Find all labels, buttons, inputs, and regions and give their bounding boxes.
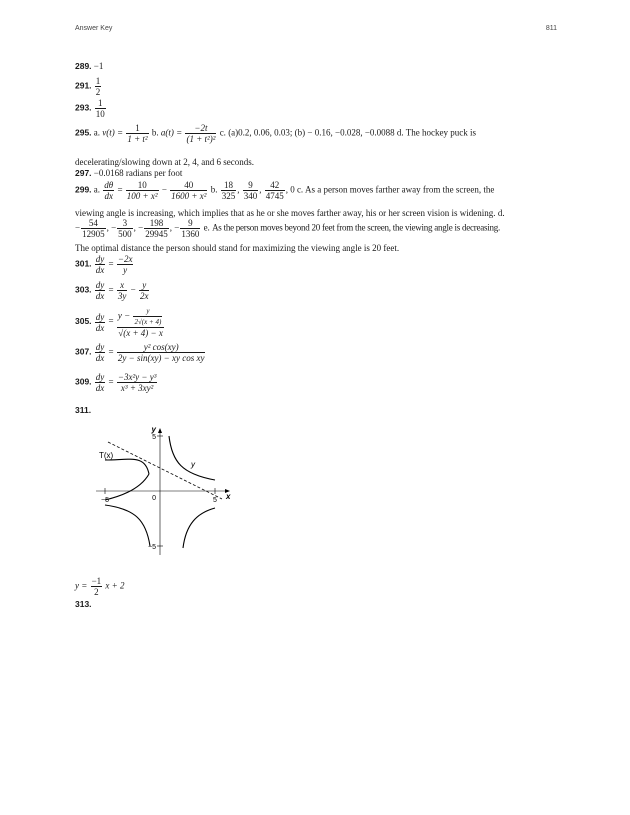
part-label: c. xyxy=(296,184,304,195)
fraction: $\frac{9}{1360}$ xyxy=(181,218,200,239)
velocity-fraction: $\frac{1}{\text{1 + t²}}$ xyxy=(127,123,148,144)
part-label: a. xyxy=(93,127,101,138)
y-axis-arrow xyxy=(158,428,162,433)
derivative-lhs: $\frac{dy}{dx}$ xyxy=(95,372,105,393)
part-label: d. xyxy=(497,208,505,218)
derivative-lhs: $\frac{dy}{dx}$ xyxy=(95,342,105,363)
derivative-lhs: $\frac{d\theta}{dx}$ xyxy=(104,180,114,201)
answer-299: 299. a. $\frac{d\theta}{dx}$ = $\frac{10}{\text{100 + x²}}$ − $\frac{40}{\text{1600 + x²}}$ b. $\frac{18}{325}$ , $\frac{9}{340}$ , $\frac{42}{4745}$ , 0 c. As a person moves farther away from the screen, the xyxy=(75,180,495,201)
answer-number: 305. xyxy=(75,316,92,327)
tick-label: −5 xyxy=(101,497,109,504)
answer-number: 291. xyxy=(75,80,92,91)
fraction: $\frac{x}{3y}$ xyxy=(117,280,127,301)
running-header-title: Answer Key xyxy=(75,25,113,32)
curve-branch-q3 xyxy=(105,505,150,546)
tangent-lhs: y = xyxy=(75,580,88,591)
answer-number: 303. xyxy=(75,284,92,295)
answer-289 xyxy=(75,60,103,72)
page-number: 811 xyxy=(545,25,557,32)
equals-sign: = xyxy=(117,184,123,195)
minus-sign: − xyxy=(161,184,167,195)
answer-number: 313. xyxy=(75,599,92,609)
compound-fraction: y − $\frac{y}{2√(x + 4)}$ √(x + 4) − x xyxy=(117,307,163,338)
answer-291 xyxy=(75,76,102,97)
fraction: $\frac{18}{325}$ xyxy=(221,180,236,201)
derivative-lhs: $\frac{dy}{dx}$ xyxy=(95,311,105,333)
tangent-rhs: x + 2 xyxy=(105,580,125,591)
answer-number: 307. xyxy=(75,346,92,357)
fraction: $\frac{198}{29945}$ xyxy=(145,218,168,239)
answer-311 xyxy=(75,404,91,416)
answer-number: 309. xyxy=(75,376,92,387)
answer-293 xyxy=(75,98,107,119)
tangent-line xyxy=(108,442,222,499)
part-label: e. xyxy=(203,222,210,233)
answer-number: 293. xyxy=(75,102,92,113)
tick-label: −5 xyxy=(148,544,156,551)
fraction: $\frac{3}{500}$ xyxy=(118,218,132,239)
answer-number: 295. xyxy=(75,127,92,138)
part-c-text: As a person moves farther away from the screen, the xyxy=(304,184,495,195)
acceleration-lhs: a(t) = xyxy=(160,127,183,138)
answer-value: −1 xyxy=(93,61,104,71)
fraction: $\frac{42}{4745}$ xyxy=(265,180,284,201)
fraction: $\frac{-1}{2}$ xyxy=(91,576,102,597)
graph-311 xyxy=(90,420,240,555)
answer-301: 301. $\frac{dy}{dx}$ = $\frac{-2x}{y}$ xyxy=(75,254,133,275)
fraction: $\frac{-2x}{y}$ xyxy=(117,254,133,275)
answer-303: 303. $\frac{dy}{dx}$ = $\frac{x}{3y}$ − $\frac{y}{2x}$ xyxy=(75,280,149,301)
part-label: b. xyxy=(210,184,218,195)
acceleration-fraction: $\frac{-2t}{\text{(1 + t²)²}}$ xyxy=(186,123,216,144)
part-label: d. xyxy=(396,127,404,138)
curve-branch-q1 xyxy=(169,436,215,480)
curve-label: y xyxy=(191,460,195,469)
velocity-lhs: v(t) = xyxy=(102,127,124,138)
answer-unit: radians per foot xyxy=(125,168,183,178)
answer-313 xyxy=(75,598,92,610)
answer-309: 309. $\frac{dy}{dx}$ = $\frac{\text{−3x²y − y³}}{\text{x³ + 3xy²}}$ xyxy=(75,372,157,393)
fraction: $\frac{y}{2x}$ xyxy=(139,280,149,301)
origin-label: 0 xyxy=(152,495,156,502)
answer-297 xyxy=(75,167,182,179)
fraction: $\frac{\text{y² cos(xy)}}{\text{2y − sin(xy) − xy cos xy}}$ xyxy=(117,342,205,363)
answer-299-line4: The optimal distance the person should stand for maximizing the viewing angle is 20 feet. xyxy=(75,243,400,253)
part-c-values: (a)0.2, 0.06, 0.03; (b) − 0.16, −0.028, −0.0088 xyxy=(228,127,395,138)
value: 0 xyxy=(290,184,295,195)
y-axis-label: y xyxy=(151,425,156,434)
part-d-text: The hockey puck is xyxy=(405,127,476,138)
answer-number: 289. xyxy=(75,61,92,71)
fraction: $\frac{1}{2}$ xyxy=(95,76,101,97)
answer-number: 311. xyxy=(75,405,92,415)
fraction: $\frac{54}{12905}$ xyxy=(82,218,105,239)
derivative-lhs: $\frac{dy}{dx}$ xyxy=(95,280,105,301)
answer-value: −0.0168 xyxy=(93,168,124,178)
answer-307: 307. $\frac{dy}{dx}$ = $\frac{\text{y² cos(xy)}}{\text{2y − sin(xy) − xy cos xy}}$ xyxy=(75,342,205,363)
part-label: a. xyxy=(93,184,101,195)
fraction: $\frac{10}{\text{100 + x²}}$ xyxy=(126,180,158,201)
part-label: b. xyxy=(151,127,159,138)
answer-number: 297. xyxy=(75,168,92,178)
tick-label: 5 xyxy=(213,497,217,504)
answer-number: 299. xyxy=(75,184,92,195)
fraction: $\frac{40}{\text{1600 + x²}}$ xyxy=(171,180,207,201)
answer-299-line3: − $\frac{54}{12905}$ , − $\frac{3}{500}$ , − $\frac{198}{29945}$ , − $\frac{9}{1360}$ e. As the person moves beyond 20 feet from the screen, the viewing angle is decreasing. xyxy=(75,218,500,239)
tick-label: 5 xyxy=(152,434,156,441)
part-e-text: As the person moves beyond 20 feet from the screen, the viewing angle is decreasing. xyxy=(212,222,500,233)
part-label: c. xyxy=(219,127,226,138)
answer-295-line2: decelerating/slowing down at 2, 4, and 6 seconds. xyxy=(75,157,254,167)
fraction: $\frac{1}{10}$ xyxy=(95,98,105,119)
part-c-text-cont: viewing angle is increasing, which implies that as he or she moves farther away, his or her screen vision is widening. xyxy=(75,208,496,218)
fraction: $\frac{\text{−3x²y − y³}}{\text{x³ + 3xy²}}$ xyxy=(117,372,157,393)
x-axis-label: x xyxy=(226,492,231,501)
tangent-label: T(x) xyxy=(99,451,114,460)
answer-311-tangent xyxy=(75,576,124,597)
curve-branch-upper-left xyxy=(105,459,149,474)
curve-branch-loop-left xyxy=(105,474,149,500)
answer-number: 301. xyxy=(75,258,92,269)
fraction: $\frac{9}{340}$ xyxy=(243,180,258,201)
derivative-lhs: $\frac{dy}{dx}$ xyxy=(95,254,105,275)
curve-branch-q4 xyxy=(183,508,215,548)
answer-295 xyxy=(75,123,476,144)
answer-305: 305. $\frac{dy}{dx}$ = y − $\frac{y}{2√(x + 4)}$ √(x + 4) − x xyxy=(75,307,163,338)
